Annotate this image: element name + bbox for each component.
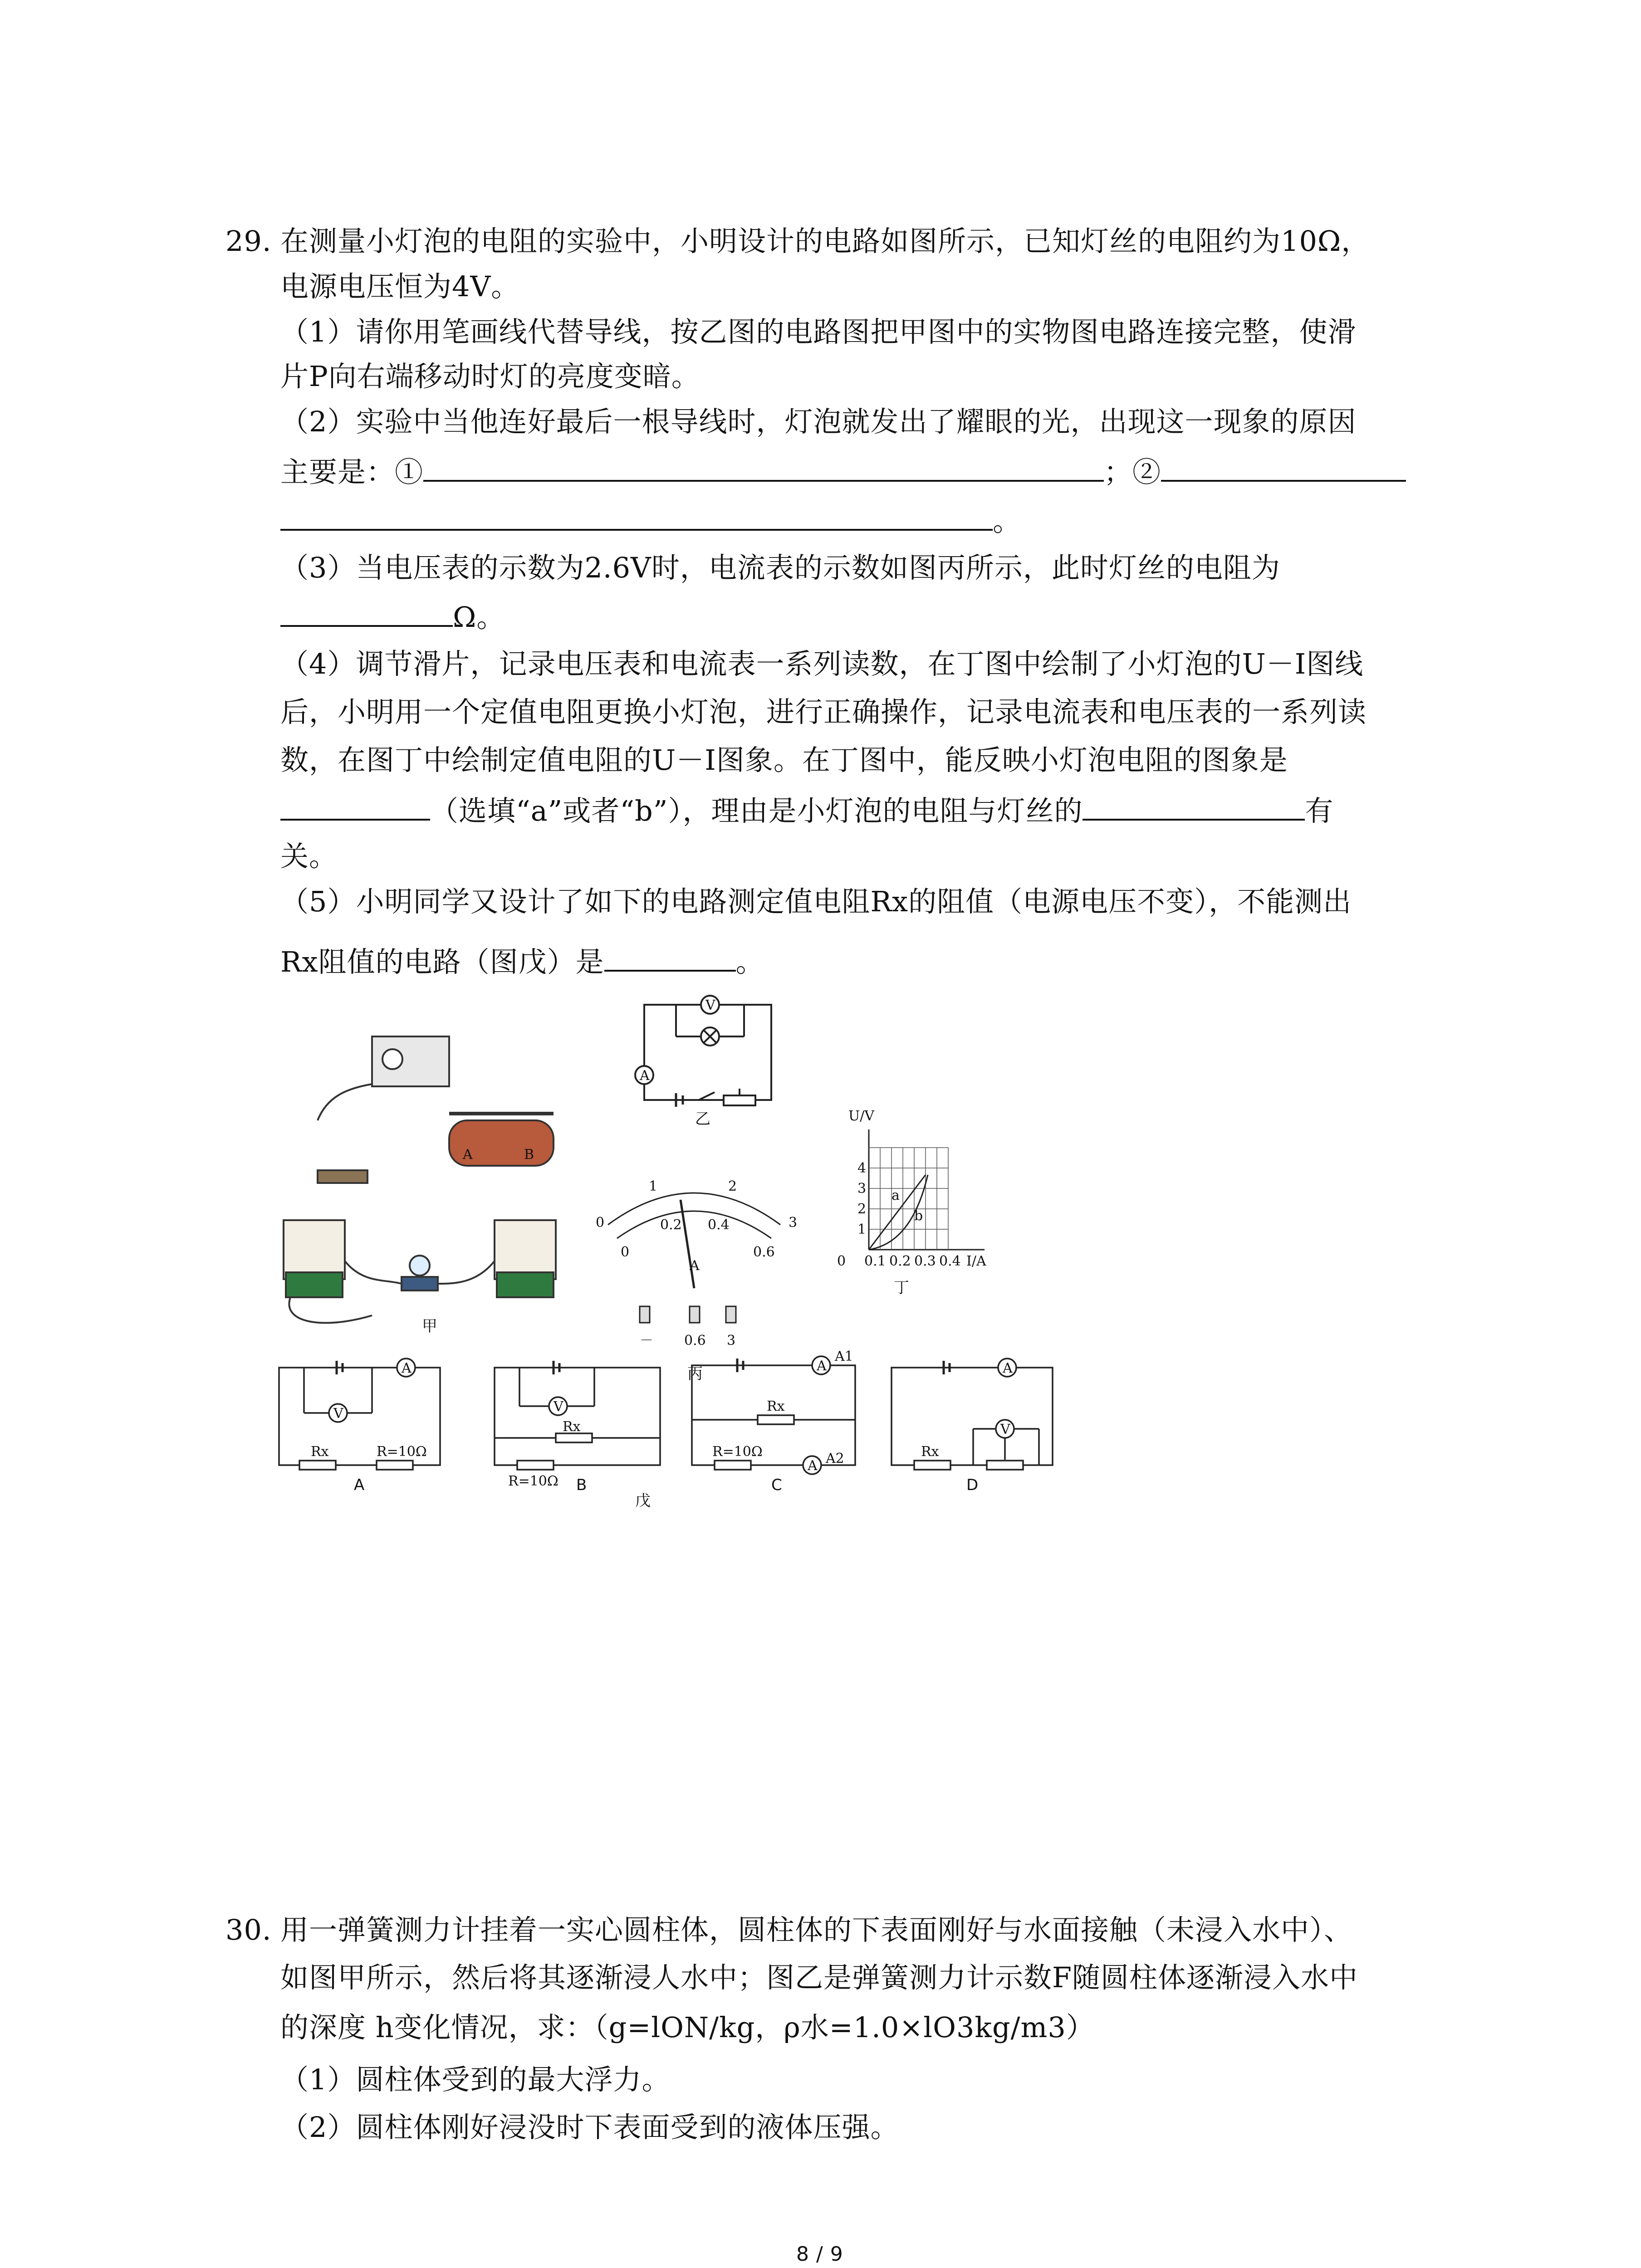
q29-line1: 在测量小灯泡的电阻的实验中，小明设计的电路如图所示，已知灯丝的电阻约为10Ω， [280, 225, 1370, 258]
q29-part2-end: 。 [993, 504, 1022, 538]
circuit-label-d: D [966, 1476, 979, 1494]
graph-x-02: 0.2 [889, 1253, 911, 1269]
label-bing: 丙 [687, 1365, 703, 1383]
circuit-b-r10: R=10Ω [508, 1473, 558, 1489]
curve-a-label: a [892, 1188, 900, 1203]
graph-y-2: 2 [857, 1201, 867, 1217]
ammeter-symbol-label: A [640, 1068, 650, 1084]
label-wu: 戊 [635, 1492, 651, 1510]
circuit-c-ammeter1: A [817, 1358, 827, 1374]
q30-part2: （2）圆柱体刚好浸没时下表面受到的液体压强。 [280, 2111, 899, 2144]
terminal-neg: － [640, 1333, 653, 1349]
page-number: 8 / 9 [796, 2243, 843, 2266]
label-ding: 丁 [894, 1279, 909, 1297]
figure-yi-circuit [635, 996, 771, 1107]
q29-part1-b: 片P向右端移动时灯的亮度变暗。 [280, 360, 700, 393]
graph-x-03: 0.3 [914, 1253, 936, 1269]
q30-line1: 用一弹簧测力计挂着一实心圆柱体，圆柱体的下表面刚好与水面接触（未浸入水中）、 [280, 1913, 1353, 1946]
q29-line2: 电源电压恒为4V。 [280, 270, 520, 303]
q29-part4-a: （4）调节滑片，记录电压表和电流表一系列读数，在丁图中绘制了小灯泡的U－I图线 [280, 647, 1364, 680]
circuit-b-voltmeter: V [554, 1399, 563, 1415]
q29-part4-end: 有 [1305, 794, 1334, 827]
q30-part1: （1）圆柱体受到的最大浮力。 [280, 2063, 671, 2096]
voltmeter-symbol-label: V [705, 997, 715, 1013]
dial-bottom-06: 0.6 [753, 1244, 775, 1260]
graph-x-01: 0.1 [864, 1253, 886, 1269]
graph-x-04: 0.4 [939, 1253, 961, 1269]
label-yi: 乙 [695, 1110, 710, 1128]
label-jia: 甲 [422, 1317, 437, 1335]
circuit-label-c: C [771, 1476, 782, 1494]
dial-top-3: 3 [789, 1215, 798, 1231]
slider-label-a: A [463, 1147, 473, 1163]
q29-part5-a: （5）小明同学又设计了如下的电路测定值电阻Rx的阻值（电源电压不变），不能测出 [280, 885, 1352, 918]
terminal-3: 3 [727, 1333, 736, 1349]
graph-y-1: 1 [857, 1222, 867, 1237]
dial-bottom-02: 0.2 [660, 1217, 682, 1233]
dial-needle [681, 1200, 694, 1288]
circuit-c-r10: R=10Ω [712, 1444, 763, 1460]
graph-y-3: 3 [857, 1181, 867, 1197]
figure-ding-graph [869, 1129, 985, 1250]
graph-y-label: U/V [848, 1108, 875, 1124]
dial-top-1: 1 [649, 1178, 658, 1194]
circuit-a-voltmeter: V [333, 1406, 343, 1422]
q29-part3-a: （3）当电压表的示数为2.6V时，电流表的示数如图丙所示，此时灯丝的电阻为 [280, 551, 1280, 584]
q29-part2-sep: ；② [1104, 455, 1161, 489]
slider-label-b: B [524, 1147, 534, 1163]
bulb-icon [410, 1256, 430, 1276]
q29-part2-a: （2）实验中当他连好最后一根导线时，灯泡就发出了耀眼的光，出现这一现象的原因 [280, 405, 1357, 438]
q29-part5-end: 。 [735, 945, 764, 978]
circuit-d-ammeter: A [1003, 1360, 1013, 1376]
curve-b-label: b [914, 1208, 923, 1224]
graph-x-label: I/A [966, 1253, 986, 1269]
dial-unit: A [690, 1258, 700, 1274]
q30-line2: 如图甲所示，然后将其逐渐浸人水中；图乙是弹簧测力计示数F随圆柱体逐渐浸入水中 [280, 1961, 1358, 1994]
circuit-c-ammeter2: A [808, 1458, 818, 1474]
circuit-c-a1: A1 [835, 1349, 853, 1364]
terminal-06: 0.6 [684, 1333, 706, 1349]
dial-top-2: 2 [728, 1178, 737, 1194]
dial-bottom-04: 0.4 [708, 1217, 730, 1233]
circuit-c-a2: A2 [826, 1451, 844, 1466]
circuit-c-rx: Rx [767, 1398, 785, 1414]
q29-part3-unit: Ω。 [453, 601, 505, 634]
dial-top-0: 0 [596, 1215, 605, 1231]
circuit-b [495, 1361, 660, 1470]
circuit-b-rx: Rx [563, 1419, 581, 1435]
q30-line3: 的深度 h变化情况，求：（g=lON/kg，ρ水=1.0×lO3kg/m3） [280, 2011, 1095, 2044]
circuit-a-ammeter: A [402, 1360, 411, 1376]
voltmeter-device-icon [495, 1220, 556, 1279]
q29-part5-prefix: Rx阻值的电路（图戊）是 [280, 945, 604, 978]
q29-part4-b: 后，小明用一个定值电阻更换小灯泡，进行正确操作，记录电流表和电压表的一系列读 [280, 695, 1367, 728]
q29-part2-prefix: 主要是：① [280, 455, 424, 489]
circuit-label-b: B [576, 1476, 587, 1494]
q29-part4-mid: （选填“a”或者“b”），理由是小灯泡的电阻与灯丝的 [430, 794, 1083, 827]
q29-part1-a: （1）请你用笔画线代替导线，按乙图的电路图把甲图中的实物图电路连接完整，使滑 [280, 315, 1357, 348]
ammeter-device-icon [284, 1220, 345, 1279]
circuit-d [892, 1359, 1053, 1470]
dial-bottom-0: 0 [621, 1244, 630, 1260]
q30-number: 30. [225, 1913, 272, 1946]
circuit-d-voltmeter: V [1000, 1422, 1010, 1437]
figure-jia-apparatus [284, 1036, 556, 1323]
rheostat-symbol-icon [724, 1095, 755, 1105]
q29-part4-c: 数，在图丁中绘制定值电阻的U－I图象。在丁图中，能反映小灯泡电阻的图象是 [280, 743, 1288, 777]
circuit-a-r10: R=10Ω [377, 1444, 427, 1460]
switch-icon [318, 1170, 367, 1183]
circuit-label-a: A [354, 1476, 365, 1494]
q29-part4-e: 关。 [280, 840, 338, 873]
circuit-a-rx: Rx [311, 1444, 329, 1460]
circuit-d-rx: Rx [921, 1444, 939, 1460]
q29-number: 29. [225, 225, 272, 258]
graph-origin: 0 [837, 1253, 846, 1269]
graph-y-4: 4 [857, 1160, 867, 1176]
